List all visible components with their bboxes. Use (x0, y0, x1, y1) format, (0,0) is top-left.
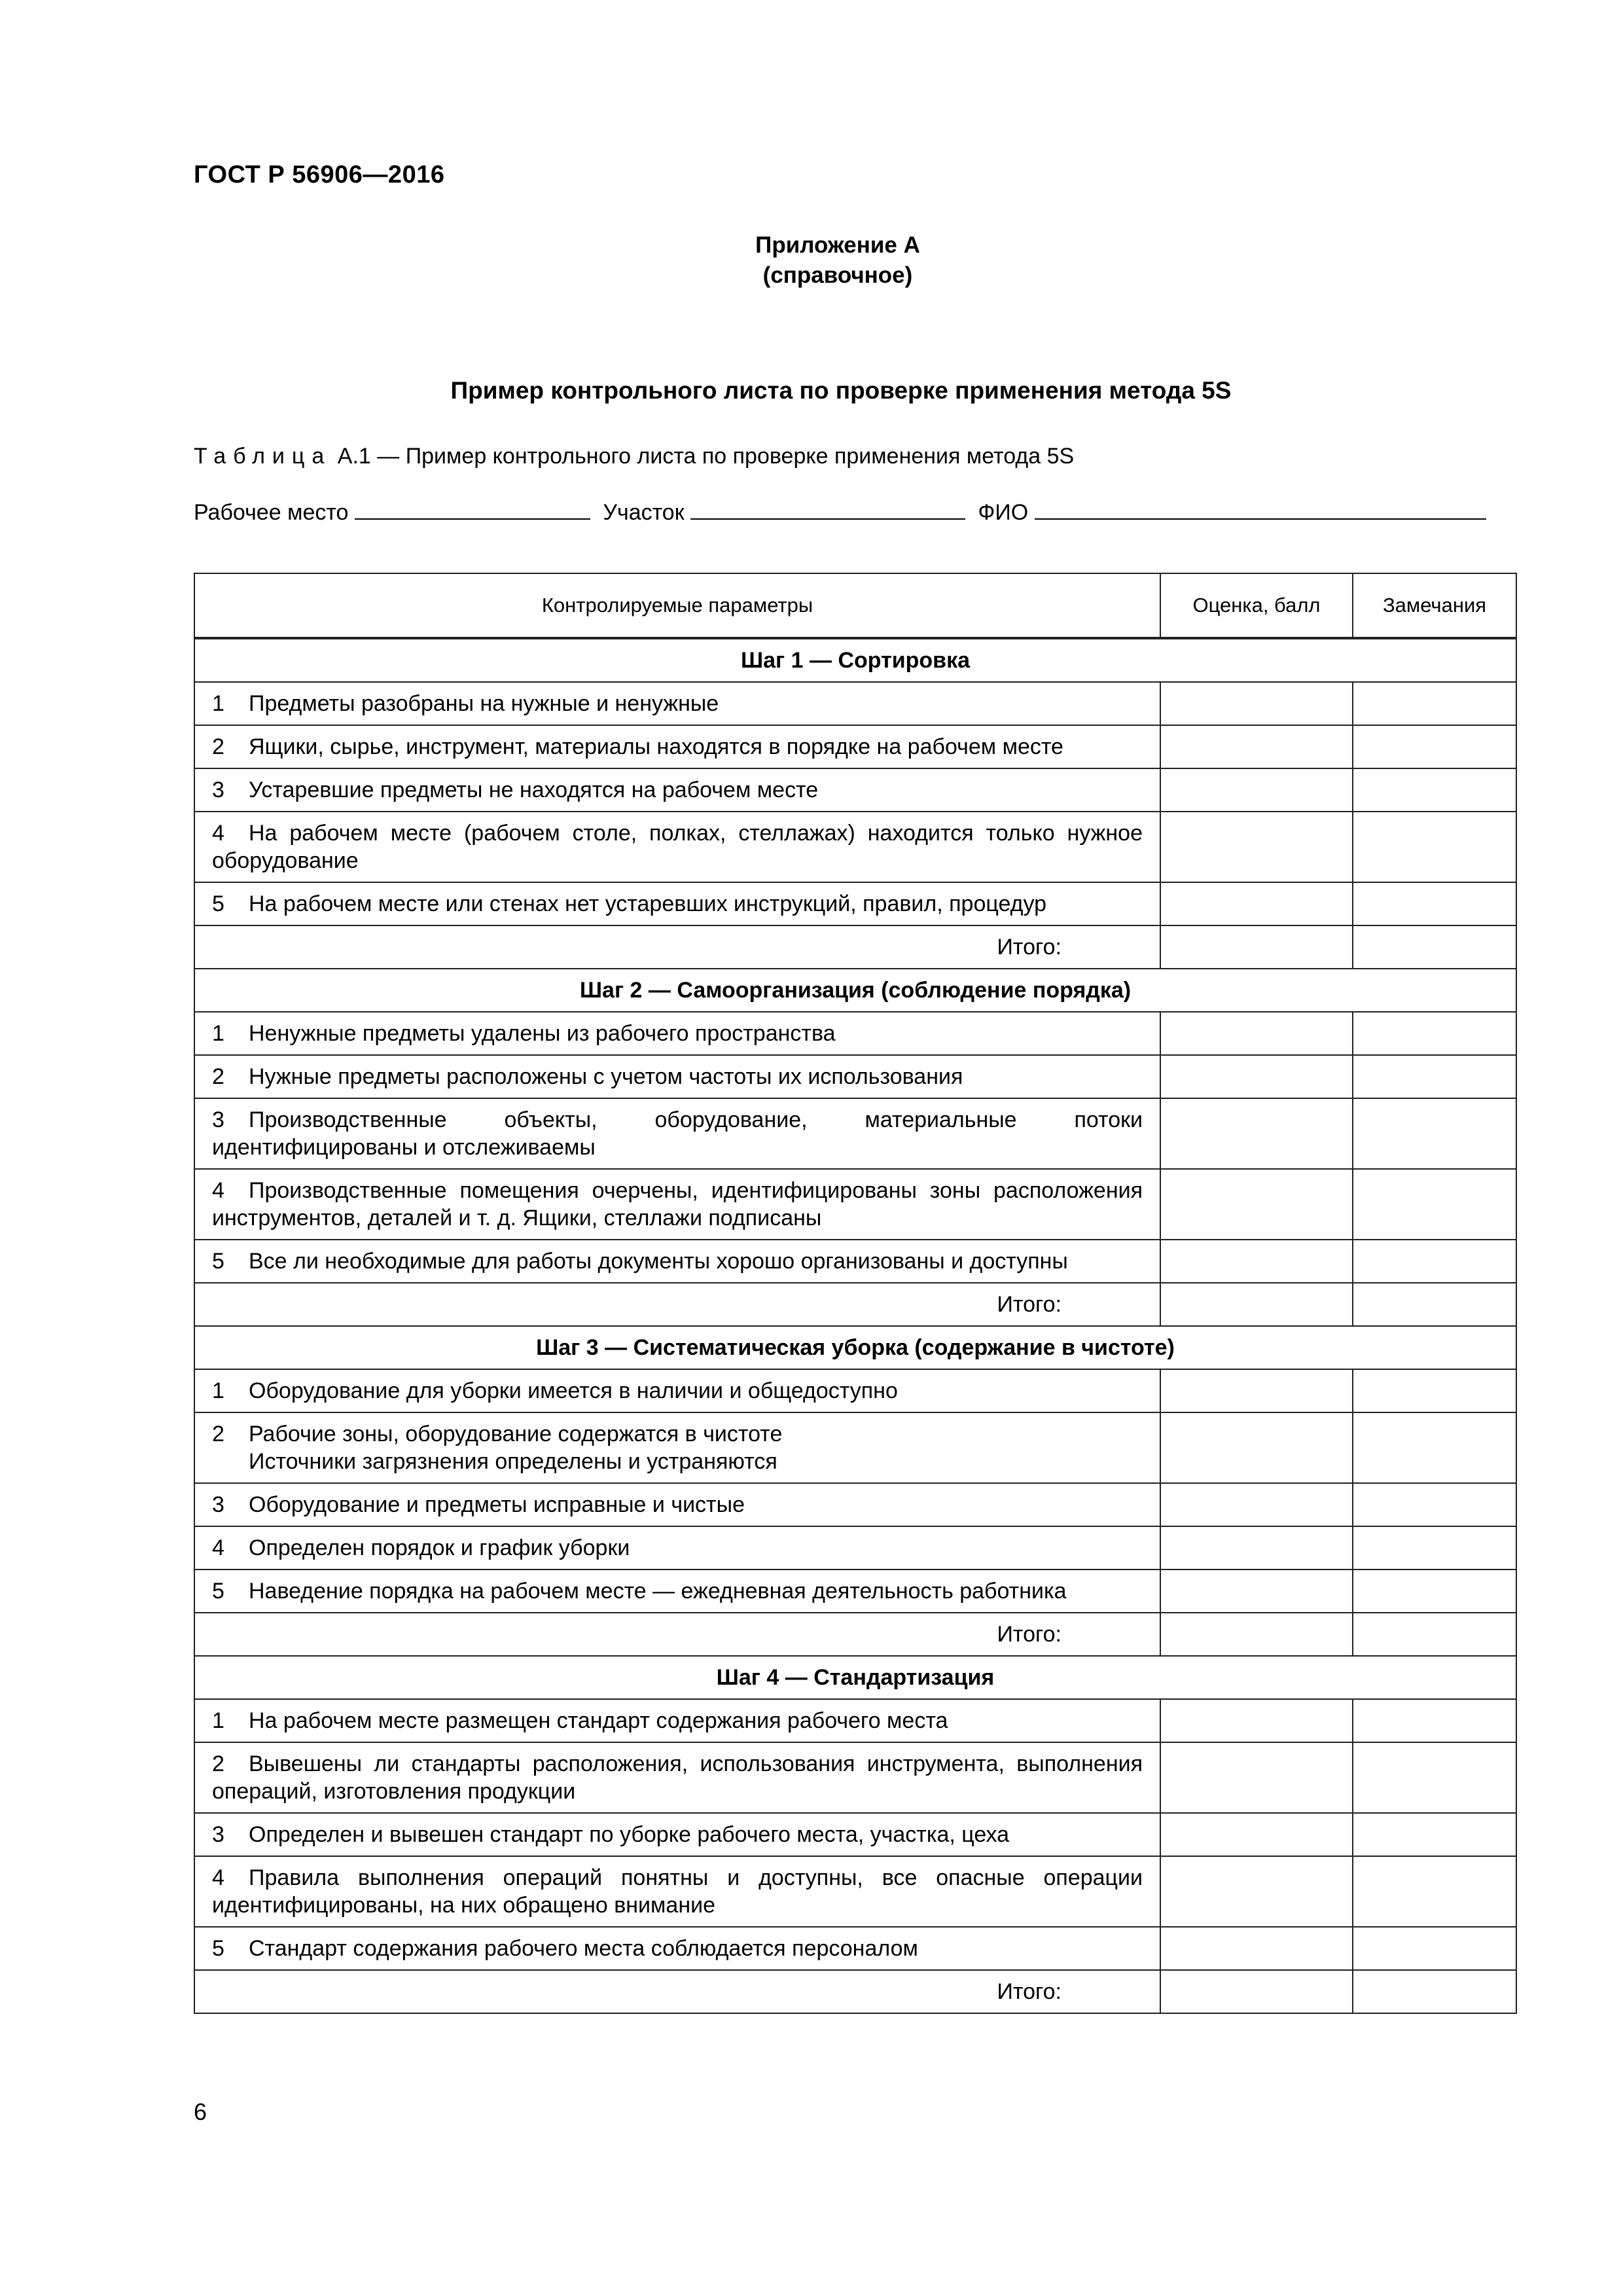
remarks-cell[interactable] (1353, 1699, 1516, 1742)
total-label: Итого: (194, 1970, 1160, 2013)
column-header-score: Оценка, балл (1160, 573, 1353, 638)
item-text: Рабочие зоны, оборудование содержатся в чистоте (249, 1422, 783, 1446)
workplace-blank[interactable] (355, 499, 590, 520)
section-blank[interactable] (690, 499, 965, 520)
table-header-row (194, 573, 1516, 638)
item-text: Предметы разобраны на нужные и ненужные (249, 691, 719, 716)
item-text: Определен порядок и график уборки (249, 1535, 630, 1560)
item-text: На рабочем месте (рабочем столе, полках, стеллажах) находится только нужное оборудование (212, 821, 1143, 873)
table-row (194, 1412, 1516, 1483)
item-number: 2 (212, 734, 224, 759)
item-number: 3 (212, 1492, 224, 1517)
table-row (194, 1098, 1516, 1169)
item-number: 1 (212, 1708, 224, 1733)
score-cell[interactable] (1160, 1369, 1353, 1412)
item-number: 1 (212, 1378, 224, 1403)
score-cell[interactable] (1160, 1240, 1353, 1283)
remarks-cell[interactable] (1353, 1412, 1516, 1483)
item-text: Устаревшие предметы не находятся на рабочем месте (249, 778, 819, 802)
remarks-cell[interactable] (1353, 1369, 1516, 1412)
score-cell[interactable] (1160, 1055, 1353, 1098)
item-text: Ящики, сырье, инструмент, материалы находятся в порядке на рабочем месте (249, 734, 1063, 759)
score-cell[interactable] (1160, 1012, 1353, 1055)
remarks-cell[interactable] (1353, 1813, 1516, 1856)
table-caption-text: А.1 — Пример контрольного листа по проверке применения метода 5S (337, 444, 1075, 469)
total-remarks-cell[interactable] (1353, 1613, 1516, 1656)
name-blank[interactable] (1035, 499, 1486, 520)
main-title: Пример контрольного листа по проверке применения метода 5S (450, 377, 1232, 404)
score-cell[interactable] (1160, 1927, 1353, 1970)
remarks-cell[interactable] (1353, 1240, 1516, 1283)
item-number: 4 (212, 1535, 224, 1560)
parameter-cell (194, 1570, 1160, 1613)
remarks-cell[interactable] (1353, 725, 1516, 768)
table-row (194, 1526, 1516, 1570)
remarks-cell[interactable] (1353, 1742, 1516, 1813)
remarks-cell[interactable] (1353, 1169, 1516, 1240)
step-title: Шаг 1 — Сортировка (194, 638, 1516, 682)
remarks-cell[interactable] (1353, 1570, 1516, 1613)
name-label: ФИО (978, 500, 1029, 525)
item-text-line-2: Источники загрязнения определены и устраняются (249, 1449, 777, 1474)
score-cell[interactable] (1160, 1742, 1353, 1813)
remarks-cell[interactable] (1353, 1098, 1516, 1169)
table-row (194, 1240, 1516, 1283)
item-text: Вывешены ли стандарты расположения, использования инструмента, выполнения операций, изготовления продукции (212, 1751, 1143, 1804)
score-cell[interactable] (1160, 1483, 1353, 1526)
score-cell[interactable] (1160, 682, 1353, 725)
score-cell[interactable] (1160, 1570, 1353, 1613)
item-number: 3 (212, 778, 224, 802)
total-score-cell[interactable] (1160, 1613, 1353, 1656)
table-row (194, 1927, 1516, 1970)
remarks-cell[interactable] (1353, 1526, 1516, 1570)
total-score-cell[interactable] (1160, 925, 1353, 969)
step-row (194, 638, 1516, 682)
parameter-cell (194, 1813, 1160, 1856)
score-cell[interactable] (1160, 1856, 1353, 1927)
item-number: 2 (212, 1064, 224, 1089)
total-row (194, 925, 1516, 969)
remarks-cell[interactable] (1353, 882, 1516, 925)
table-caption-word: Таблица (194, 444, 332, 469)
item-number: 3 (212, 1107, 224, 1132)
item-number: 4 (212, 1865, 224, 1890)
parameter-cell (194, 1240, 1160, 1283)
table-row (194, 1055, 1516, 1098)
score-cell[interactable] (1160, 1813, 1353, 1856)
table-row (194, 1742, 1516, 1813)
table-row (194, 768, 1516, 812)
parameter-cell (194, 1412, 1160, 1483)
table-row (194, 1012, 1516, 1055)
table-row (194, 725, 1516, 768)
parameter-cell (194, 768, 1160, 812)
parameter-cell (194, 812, 1160, 882)
total-remarks-cell[interactable] (1353, 925, 1516, 969)
item-text: Ненужные предметы удалены из рабочего пространства (249, 1021, 836, 1046)
item-number: 4 (212, 821, 224, 846)
item-number: 5 (212, 1249, 224, 1274)
column-header-parameters: Контролируемые параметры (194, 573, 1160, 638)
score-cell[interactable] (1160, 1412, 1353, 1483)
item-number: 4 (212, 1178, 224, 1203)
total-row (194, 1613, 1516, 1656)
step-row (194, 1326, 1516, 1369)
score-cell[interactable] (1160, 1699, 1353, 1742)
step-row (194, 1656, 1516, 1699)
item-text: Все ли необходимые для работы документы хорошо организованы и доступны (249, 1249, 1068, 1274)
item-text: Оборудование для уборки имеется в наличии и общедоступно (249, 1378, 898, 1403)
score-cell[interactable] (1160, 812, 1353, 882)
parameter-cell (194, 1856, 1160, 1927)
item-text: Наведение порядка на рабочем месте — ежедневная деятельность работника (249, 1579, 1067, 1604)
table-caption (194, 444, 1074, 469)
score-cell[interactable] (1160, 768, 1353, 812)
parameter-cell (194, 1927, 1160, 1970)
parameter-cell (194, 1526, 1160, 1570)
item-number: 5 (212, 1579, 224, 1604)
total-row (194, 1970, 1516, 2013)
item-text: Определен и вывешен стандарт по уборке рабочего места, участка, цеха (249, 1822, 1010, 1847)
column-header-remarks: Замечания (1353, 573, 1516, 638)
appendix-title: Приложение А (755, 232, 920, 258)
item-number: 1 (212, 691, 224, 716)
document-code: ГОСТ Р 56906—2016 (194, 161, 445, 188)
table-row (194, 812, 1516, 882)
step-row (194, 969, 1516, 1012)
item-text: На рабочем месте размещен стандарт содержания рабочего места (249, 1708, 948, 1733)
parameter-cell (194, 1098, 1160, 1169)
workplace-label: Рабочее место (194, 500, 349, 525)
item-text: Производственные помещения очерчены, идентифицированы зоны расположения инструментов, деталей и т. д. Ящики, стеллажи подписаны (212, 1178, 1143, 1230)
item-number: 3 (212, 1822, 224, 1847)
remarks-cell[interactable] (1353, 1483, 1516, 1526)
item-number: 5 (212, 891, 224, 916)
total-label: Итого: (194, 1283, 1160, 1326)
parameter-cell (194, 882, 1160, 925)
table-row (194, 1369, 1516, 1412)
item-text: Правила выполнения операций понятны и доступны, все опасные операции идентифицированы, на них обращено внимание (212, 1865, 1143, 1918)
item-text: Производственные объекты, оборудование, материальные потоки идентифицированы и отслеживаемы (212, 1107, 1143, 1160)
parameter-cell (194, 1169, 1160, 1240)
parameter-cell (194, 682, 1160, 725)
step-title: Шаг 3 — Систематическая уборка (содержание в чистоте) (194, 1326, 1516, 1369)
table-row (194, 1699, 1516, 1742)
parameter-cell (194, 1055, 1160, 1098)
total-label: Итого: (194, 1613, 1160, 1656)
total-label: Итого: (194, 925, 1160, 969)
fill-in-fields (194, 499, 1486, 526)
item-number: 5 (212, 1936, 224, 1961)
total-remarks-cell[interactable] (1353, 1970, 1516, 2013)
score-cell[interactable] (1160, 1169, 1353, 1240)
item-text: Оборудование и предметы исправные и чистые (249, 1492, 745, 1517)
score-cell[interactable] (1160, 1098, 1353, 1169)
table-row (194, 1570, 1516, 1613)
score-cell[interactable] (1160, 725, 1353, 768)
total-score-cell[interactable] (1160, 1283, 1353, 1326)
parameter-cell (194, 725, 1160, 768)
step-title: Шаг 2 — Самоорганизация (соблюдение порядка) (194, 969, 1516, 1012)
table-row (194, 1483, 1516, 1526)
item-number: 2 (212, 1422, 224, 1446)
table-row (194, 1856, 1516, 1927)
parameter-cell (194, 1699, 1160, 1742)
remarks-cell[interactable] (1353, 812, 1516, 882)
parameter-cell (194, 1742, 1160, 1813)
remarks-cell[interactable] (1353, 1055, 1516, 1098)
appendix-subtitle: (справочное) (762, 262, 913, 288)
score-cell[interactable] (1160, 882, 1353, 925)
appendix-heading (0, 230, 1623, 291)
item-number: 1 (212, 1021, 224, 1046)
total-row (194, 1283, 1516, 1326)
remarks-cell[interactable] (1353, 1927, 1516, 1970)
section-label: Участок (603, 500, 685, 525)
total-remarks-cell[interactable] (1353, 1283, 1516, 1326)
remarks-cell[interactable] (1353, 1012, 1516, 1055)
step-title: Шаг 4 — Стандартизация (194, 1656, 1516, 1699)
item-text: Стандарт содержания рабочего места соблюдается персоналом (249, 1936, 918, 1961)
parameter-cell (194, 1483, 1160, 1526)
total-score-cell[interactable] (1160, 1970, 1353, 2013)
parameter-cell (194, 1369, 1160, 1412)
parameter-cell (194, 1012, 1160, 1055)
item-text: На рабочем месте или стенах нет устаревших инструкций, правил, процедур (249, 891, 1046, 916)
table-row (194, 882, 1516, 925)
table-row (194, 1813, 1516, 1856)
item-number: 2 (212, 1751, 224, 1776)
page-number: 6 (194, 2098, 207, 2125)
remarks-cell[interactable] (1353, 682, 1516, 725)
score-cell[interactable] (1160, 1526, 1353, 1570)
table-row (194, 682, 1516, 725)
remarks-cell[interactable] (1353, 1856, 1516, 1927)
checklist-table (194, 573, 1517, 2014)
remarks-cell[interactable] (1353, 768, 1516, 812)
table-row (194, 1169, 1516, 1240)
item-text: Нужные предметы расположены с учетом частоты их использования (249, 1064, 963, 1089)
